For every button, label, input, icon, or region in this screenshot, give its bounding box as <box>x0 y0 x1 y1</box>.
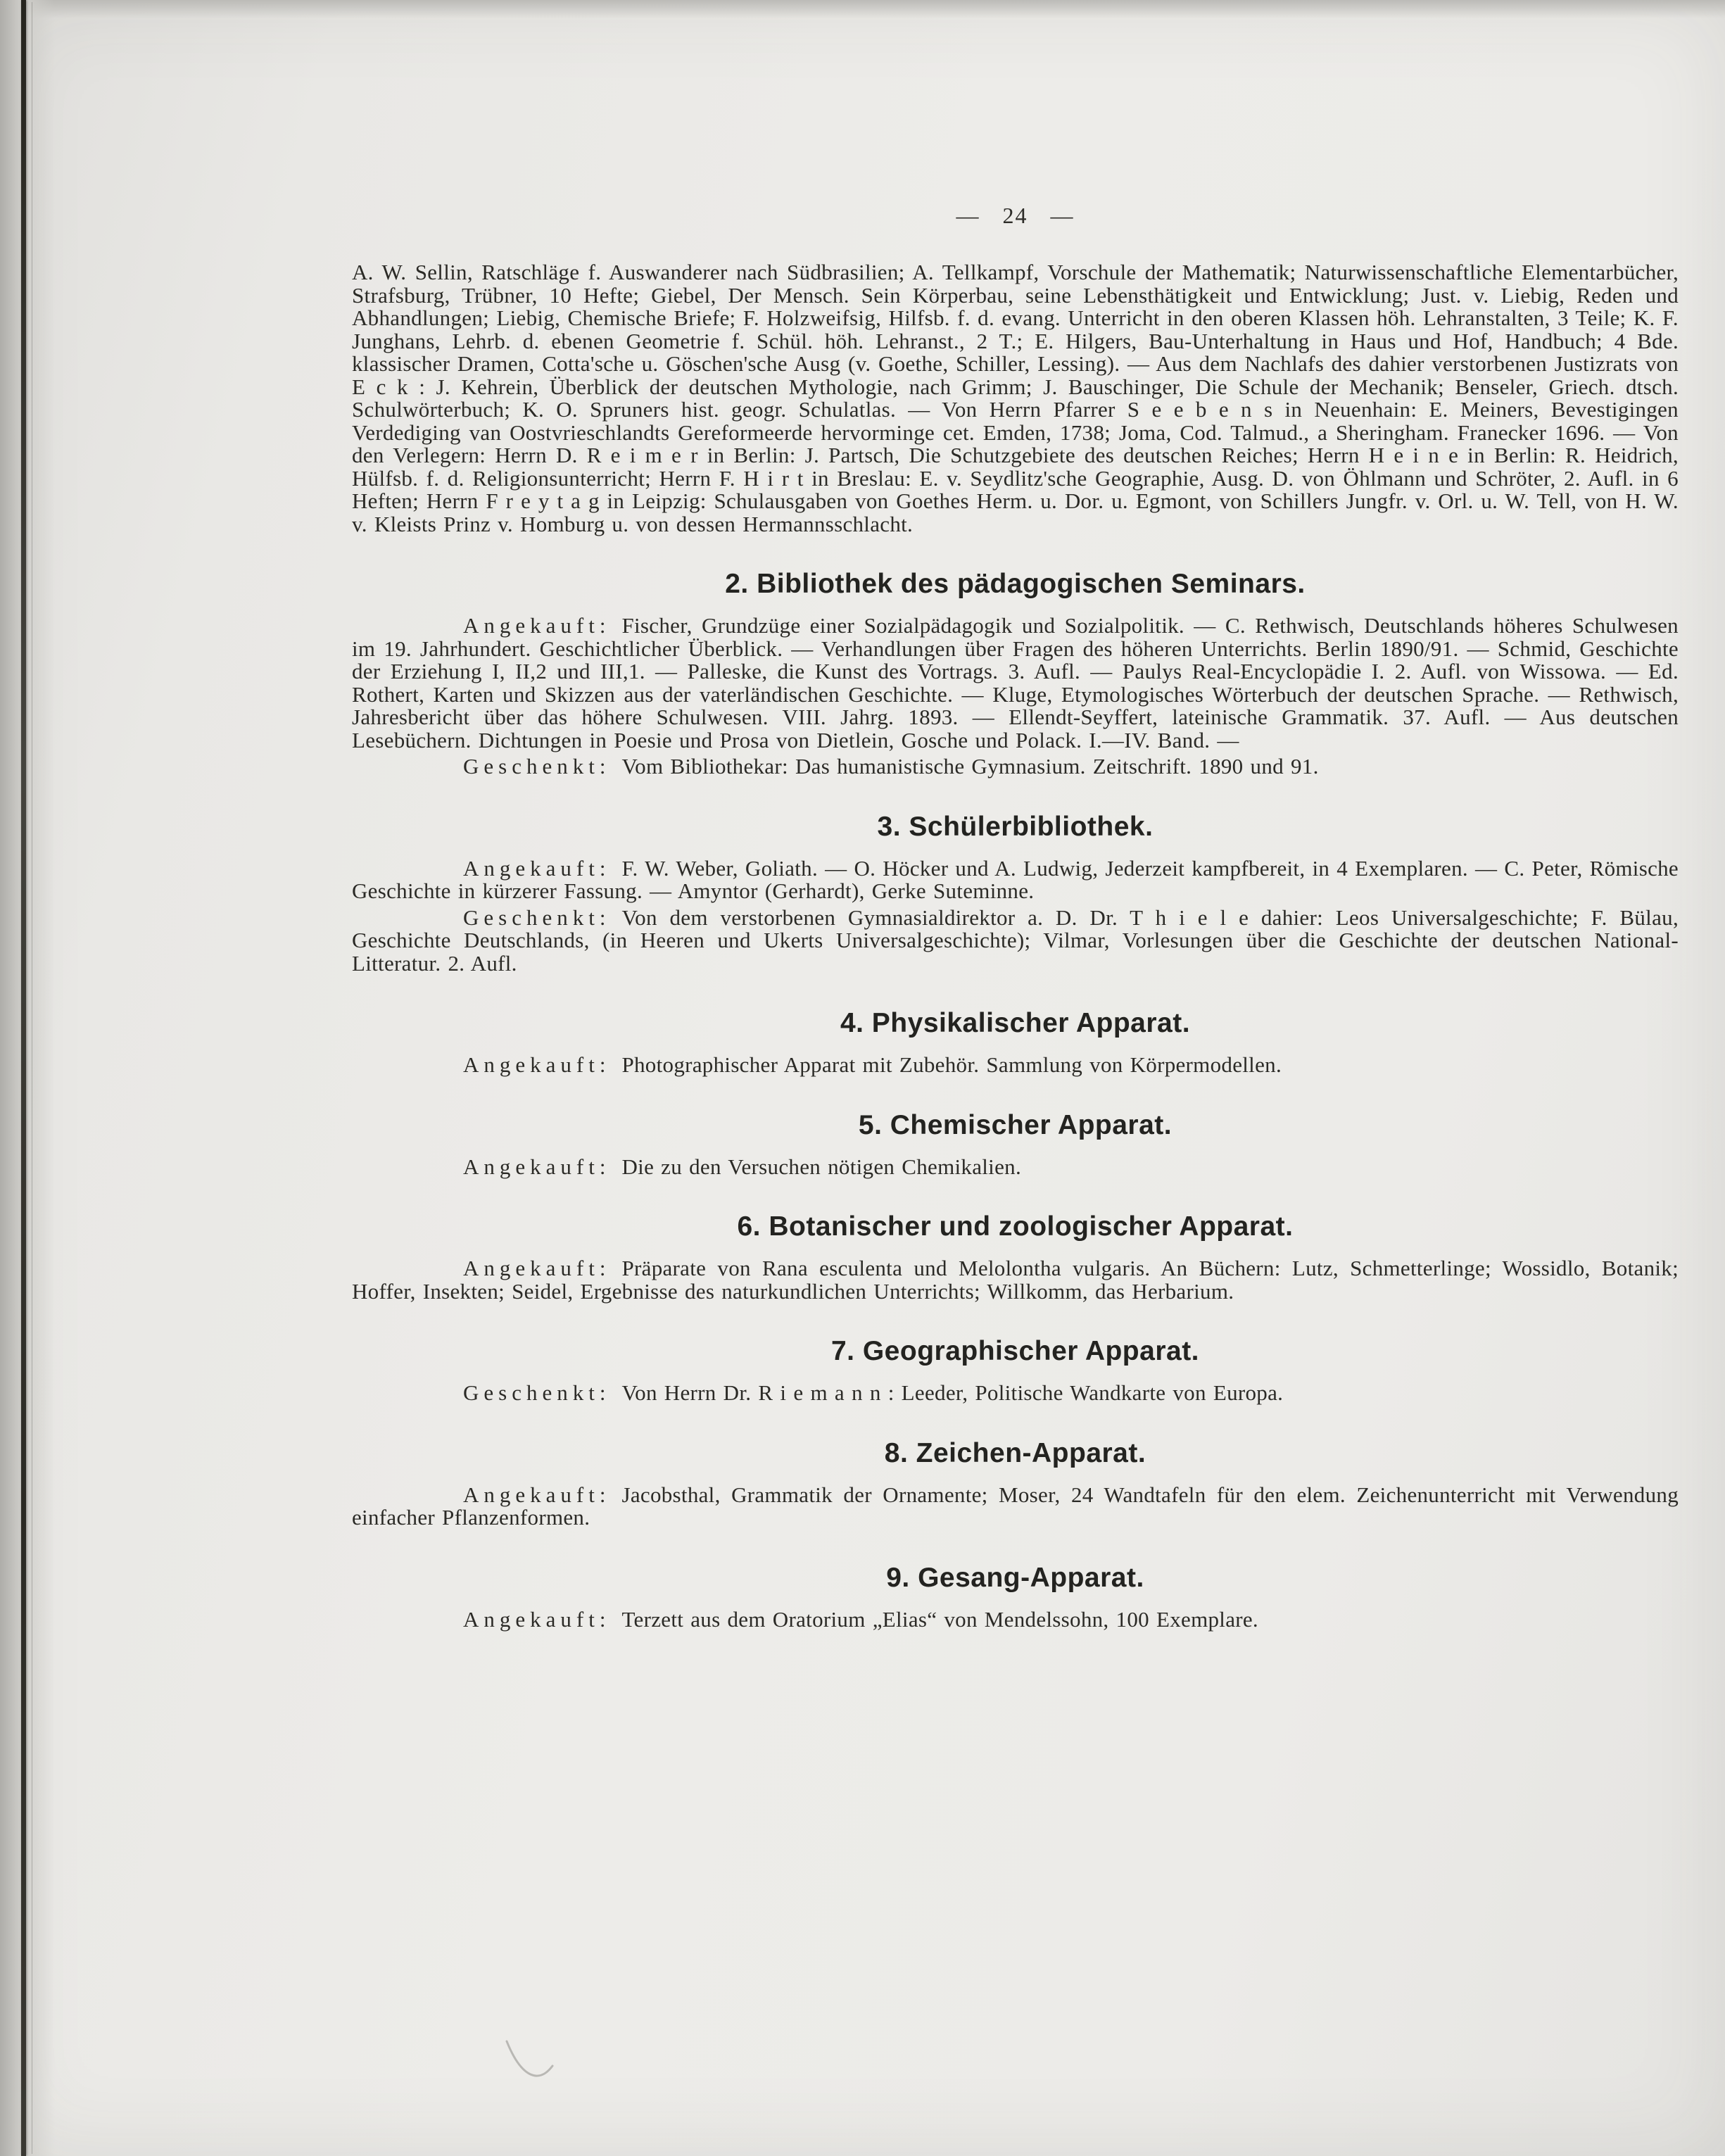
heading-gesang-apparat: 9. Gesang-Apparat. <box>886 1562 1144 1593</box>
heading-chemischer-apparat: 5. Chemischer Apparat. <box>858 1109 1173 1140</box>
paragraph-body: Die zu den Versuchen nötigen Chemikalien. <box>621 1154 1021 1179</box>
heading-zeichen-apparat: 8. Zeichen-Apparat. <box>884 1437 1146 1468</box>
paragraph-body: Vom Bibliothekar: Das humanistische Gymnasium. Zeitschrift. 1890 und 91. <box>621 754 1319 778</box>
paragraph-lead: Angekauft: <box>463 613 611 638</box>
paragraph-geschenkt <box>352 904 1679 976</box>
paragraph-angekauft <box>352 614 1679 752</box>
paragraph-lead: Geschenkt: <box>463 904 611 930</box>
paragraph-angekauft <box>352 1257 1679 1303</box>
paragraph-angekauft <box>352 1608 1679 1632</box>
heading-schuelerbibliothek: 3. Schülerbibliothek. <box>877 811 1154 842</box>
paragraph-body: Terzett aus dem Oratorium „Elias“ von Mendelssohn, 100 Exemplare. <box>621 1606 1258 1632</box>
paragraph-lead: Angekauft: <box>463 855 611 881</box>
scan-top-edge <box>0 0 1725 18</box>
paragraph-lead: Angekauft: <box>463 1052 611 1077</box>
paragraph-body: F. W. Weber, Goliath. — O. Höcker und A. Ludwig, Jederzeit kampfbereit, in 4 Exemplaren. — C. Peter, Römische Geschichte in kürzerer Fassung. — Amyntor (Gerhardt), Gerke Suteminne. <box>352 855 1679 903</box>
heading-botanischer-zoologischer-apparat: 6. Botanischer und zoologischer Apparat. <box>737 1211 1294 1242</box>
page-content <box>352 203 1679 1631</box>
paragraph-angekauft <box>352 1054 1679 1077</box>
page-number: — 24 — <box>956 203 1075 228</box>
paragraph-body: Von dem verstorbenen Gymnasialdirektor a. D. Dr. T h i e l e dahier: Leos Universalgeschichte; F. Bülau, Geschichte Deutschlands, (in Heeren und Ukerts Universalgeschichte); Vilmar, Vorlesungen über die Geschichte der deutschen National-Litteratur. 2. Aufl. <box>352 904 1679 976</box>
paragraph-lead: Angekauft: <box>463 1154 611 1179</box>
paragraph-lead: Angekauft: <box>463 1482 611 1507</box>
heading-geographischer-apparat: 7. Geographischer Apparat. <box>830 1336 1200 1366</box>
paragraph-body: Fischer, Grundzüge einer Sozialpädagogik und Sozialpolitik. — C. Rethwisch, Deutschlands höheres Schulwesen im 19. Jahrhundert. Geschichtlicher Überblick. — Verhandlungen über Fragen des höheren Unterrichts. Berlin 1890/91. — Schmid, Geschichte der Erziehung I, II,2 und III,1. — Palleske, die Kunst des Vortrags. 3. Aufl. — Paulys Real-Encyclopädie I. 2. Aufl. von Wissowa. — Ed. Rothert, Karten und Skizzen aus der vaterländischen Geschichte. — Kluge, Etymologisches Wörterbuch der deutschen Sprache. — Rethwisch, Jahresbericht über das höhere Schulwesen. VIII. Jahrg. 1893. — Ellendt-Seyffert, lateinische Grammatik. 37. Aufl. — Aus deutschen Lesebüchern. Dichtungen in Poesie und Prosa von Dietlein, Gosche und Polack. I.—IV. Band. — <box>352 613 1679 752</box>
paragraph-geschenkt <box>352 1382 1679 1405</box>
binding-gutter <box>0 0 55 2156</box>
binding-edge-line <box>21 0 26 2156</box>
paragraph-body: Photographischer Apparat mit Zubehör. Sammlung von Körpermodellen. <box>621 1052 1282 1077</box>
paragraph-geschenkt <box>352 755 1679 778</box>
pencil-stray-mark <box>500 2027 584 2091</box>
paragraph-angekauft <box>352 857 1679 903</box>
paragraph-angekauft <box>352 1484 1679 1530</box>
paragraph-lead: Geschenkt: <box>463 754 611 778</box>
heading-physikalischer-apparat: 4. Physikalischer Apparat. <box>840 1008 1191 1038</box>
paragraph-lead: Angekauft: <box>463 1606 611 1632</box>
heading-bibliothek-paedagogisches-seminar: 2. Bibliothek des pädagogischen Seminars. <box>725 569 1306 599</box>
intro-paragraph: A. W. Sellin, Ratschläge f. Auswanderer nach Südbrasilien; A. Tellkampf, Vorschule der Mathematik; Naturwissenschaftliche Elementarbücher, Strafsburg, Trübner, 10 Hefte; Giebel, Der Mensch. Sein Körperbau, seine Lebensthätigkeit und Entwicklung; Just. v. Liebig, Reden und Abhandlungen; Liebig, Chemische Briefe; F. Holzweifsig, Hilfsb. f. d. evang. Unterricht in den oberen Klassen höh. Lehranstalten, 3 Teile; K. F. Junghans, Lehrb. d. ebenen Geometrie f. Schül. höh. Lehranst., 2 T.; E. Hilgers, Bau-Unterhaltung in Haus und Hof, Handbuch; 4 Bde. klassischer Dramen, Cotta'sche u. Göschen'sche Ausg (v. Goethe, Schiller, Lessing). — Aus dem Nachlafs des dahier verstorbenen Justizrats von E c k : J. Kehrein, Überblick der deutschen Mythologie, nach Grimm; J. Bauschinger, Die Schule der Mechanik; Benseler, Griech. dtsch. Schulwörterbuch; K. O. Spruners hist. geogr. Schulatlas. — Von Herrn Pfarrer S e e b e n s in Neuenhain: E. Meiners, Bevestigingen Verdediging van Oostvrieschlandts Gereformeerde hervorminge cet. Emden, 1738; Joma, Cod. Talmud., a Sheringham. Franecker 1696. — Von den Verlegern: Herrn D. R e i m e r in Berlin: J. Partsch, Die Schutzgebiete des deutschen Reiches; Herrn H e i n e in Berlin: R. Heidrich, Hülfsb. f. d. Religionsunterricht; Herrn F. H i r t in Breslau: E. v. Seydlitz'sche Geographie, Ausg. D. von Öhlmann und Schröter, 2. Aufl. in 6 Heften; Herrn F r e y t a g in Leipzig: Schulausgaben von Goethes Herm. u. Dor. u. Egmont, von Schillers Jungfr. v. Orl. u. W. Tell, von H. W. v. Kleists Prinz v. Homburg u. von dessen Hermannsschlacht. <box>352 260 1679 536</box>
paragraph-angekauft <box>352 1156 1679 1179</box>
paragraph-body: Von Herrn Dr. R i e m a n n : Leeder, Politische Wandkarte von Europa. <box>621 1380 1284 1405</box>
paragraph-lead: Geschenkt: <box>463 1380 611 1405</box>
paragraph-body: Präparate von Rana esculenta und Melolontha vulgaris. An Büchern: Lutz, Schmetterlinge; Wossidlo, Botanik; Hoffer, Insekten; Seidel, Ergebnisse des naturkundlichen Unterrichts; Willkomm, das Herbarium. <box>352 1256 1679 1304</box>
paragraph-body: Jacobsthal, Grammatik der Ornamente; Moser, 24 Wandtafeln für den elem. Zeichenunterricht mit Verwendung einfacher Pflanzenformen. <box>352 1482 1679 1530</box>
paragraph-lead: Angekauft: <box>463 1256 611 1280</box>
